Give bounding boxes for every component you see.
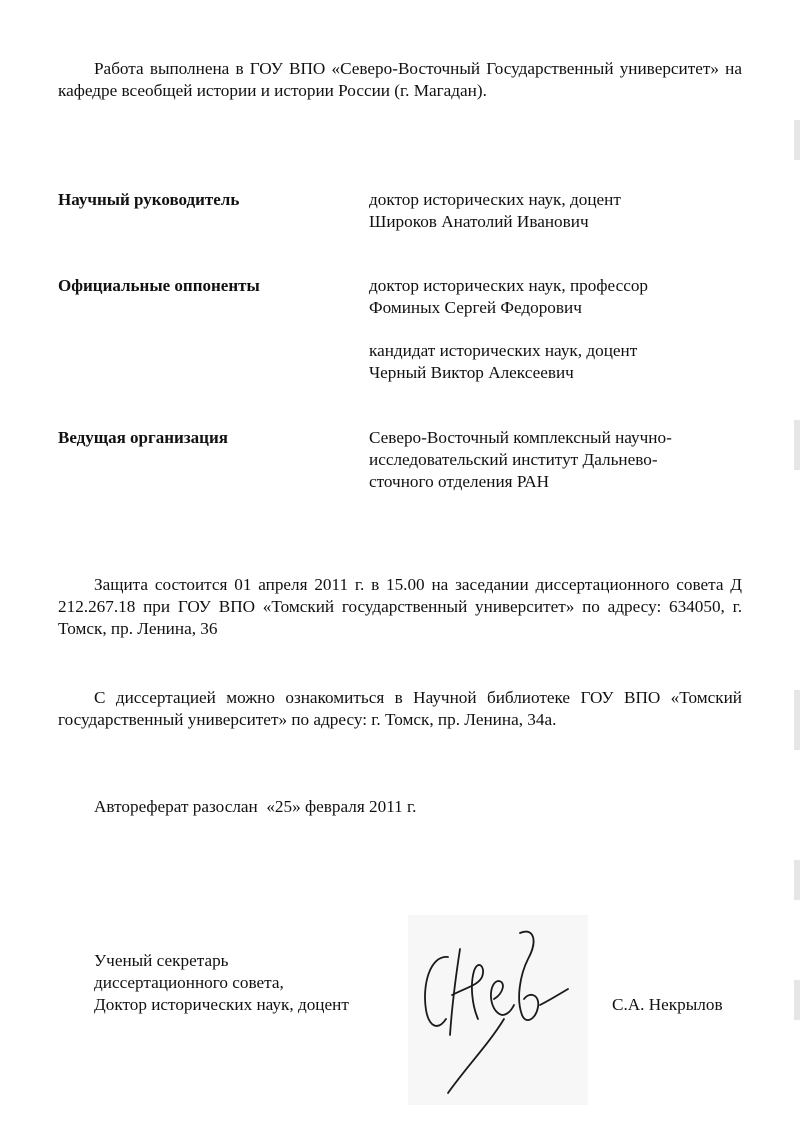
lead-org-line: исследовательский институт Дальнево- <box>369 450 658 469</box>
scan-mark <box>794 980 800 1020</box>
supervisor-info <box>369 189 621 233</box>
lead-org-label: Ведущая организация <box>58 428 228 447</box>
opponent-first-name: Фоминых Сергей Федорович <box>369 298 582 317</box>
secretary-line: диссертационного совета, <box>94 973 284 992</box>
lead-org-line: сточного отделения РАН <box>369 472 550 491</box>
library-paragraph: С диссертацией можно ознакомиться в Научной библиотеке ГОУ ВПО «Томский государственный университет» по адресу: г. Томск, пр. Ленина, 34а. <box>58 688 742 729</box>
opponents-label: Официальные оппоненты <box>58 276 260 295</box>
intro-paragraph: Работа выполнена в ГОУ ВПО «Северо-Восточный Государственный университет» на кафедре всеобщей истории и истории России (г. Магадан). <box>58 59 742 100</box>
opponent-second <box>369 340 637 384</box>
defense-paragraph: Защита состоится 01 апреля 2011 г. в 15.00 на заседании диссертационного совета Д 212.267.18 при ГОУ ВПО «Томский государственный университет» по адресу: 634050, г. Томск, пр. Ленина, 36 <box>58 575 742 638</box>
secretary-name: С.А. Некрылов <box>612 995 723 1014</box>
secretary-title <box>94 950 349 1016</box>
scan-mark <box>794 860 800 900</box>
scan-mark <box>794 690 800 750</box>
supervisor-degree: доктор исторических наук, доцент <box>369 190 621 209</box>
lead-org-info <box>369 427 672 493</box>
scan-mark <box>794 420 800 470</box>
secretary-line: Доктор исторических наук, доцент <box>94 995 349 1014</box>
scan-mark <box>794 120 800 160</box>
signature-image <box>408 915 588 1105</box>
opponent-second-name: Черный Виктор Алексеевич <box>369 363 574 382</box>
opponent-first-degree: доктор исторических наук, профессор <box>369 276 649 295</box>
dispatch-date: Автореферат разослан «25» февраля 2011 г. <box>94 797 417 816</box>
supervisor-label: Научный руководитель <box>58 190 240 209</box>
lead-org-line: Северо-Восточный комплексный научно- <box>369 428 672 447</box>
supervisor-name: Широков Анатолий Иванович <box>369 212 589 231</box>
opponent-second-degree: кандидат исторических наук, доцент <box>369 341 638 360</box>
secretary-line: Ученый секретарь <box>94 951 229 970</box>
opponent-first <box>369 275 648 319</box>
